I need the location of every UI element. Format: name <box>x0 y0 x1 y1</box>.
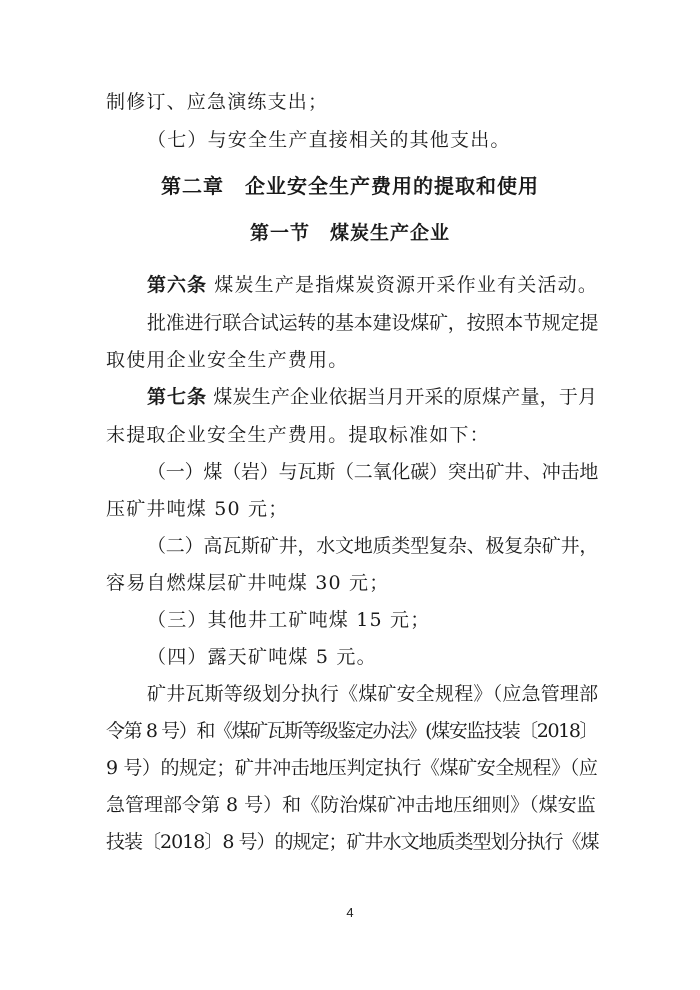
list-item: （四）露天矿吨煤 5 元。 <box>147 646 377 668</box>
chapter-heading: 第二章 企业安全生产费用的提取和使用 <box>161 174 539 198</box>
article-6 <box>147 273 598 297</box>
text-line: 技装〔2018〕8 号）的规定；矿井水文地质类型划分执行《煤 <box>106 831 599 853</box>
article-text: 煤炭生产是指煤炭资源开采作业有关活动。 <box>207 274 599 296</box>
list-item: （三）其他井工矿吨煤 15 元； <box>147 609 431 631</box>
text-line: （七）与安全生产直接相关的其他支出。 <box>147 129 511 151</box>
text-line: 制修订、应急演练支出； <box>106 91 329 113</box>
text-line: 取使用企业安全生产费用。 <box>106 349 349 371</box>
text-line: 9 号）的规定；矿井冲击地压判定执行《煤矿安全规程》（应 <box>106 757 598 779</box>
list-item: 压矿井吨煤 50 元； <box>106 498 289 520</box>
article-text: 煤炭生产企业依据当月开采的原煤产量，于月 <box>207 386 598 408</box>
text-line: 矿井瓦斯等级划分执行《煤矿安全规程》（应急管理部 <box>147 683 599 705</box>
list-item: （一）煤（岩）与瓦斯（二氧化碳）突出矿井、冲击地 <box>147 461 599 483</box>
article-7 <box>147 385 597 409</box>
list-item: （二）高瓦斯矿井，水文地质类型复杂、极复杂矿井， <box>147 535 599 557</box>
list-item: 容易自燃煤层矿井吨煤 30 元； <box>106 572 390 594</box>
page-number: 4 <box>346 905 354 920</box>
text-line: 末提取企业安全生产费用。提取标准如下： <box>106 424 490 446</box>
article-label: 第六条 <box>147 274 208 296</box>
text-line: 令第 8 号）和《煤矿瓦斯等级鉴定办法》(煤安监技装〔2018〕 <box>106 720 598 742</box>
section-heading: 第一节 煤炭生产企业 <box>249 222 450 244</box>
text-line: 批准进行联合试运转的基本建设煤矿，按照本节规定提 <box>147 312 599 334</box>
text-line: 急管理部令第 8 号）和《防治煤矿冲击地压细则》（煤安监 <box>106 794 596 816</box>
article-label: 第七条 <box>147 386 208 408</box>
